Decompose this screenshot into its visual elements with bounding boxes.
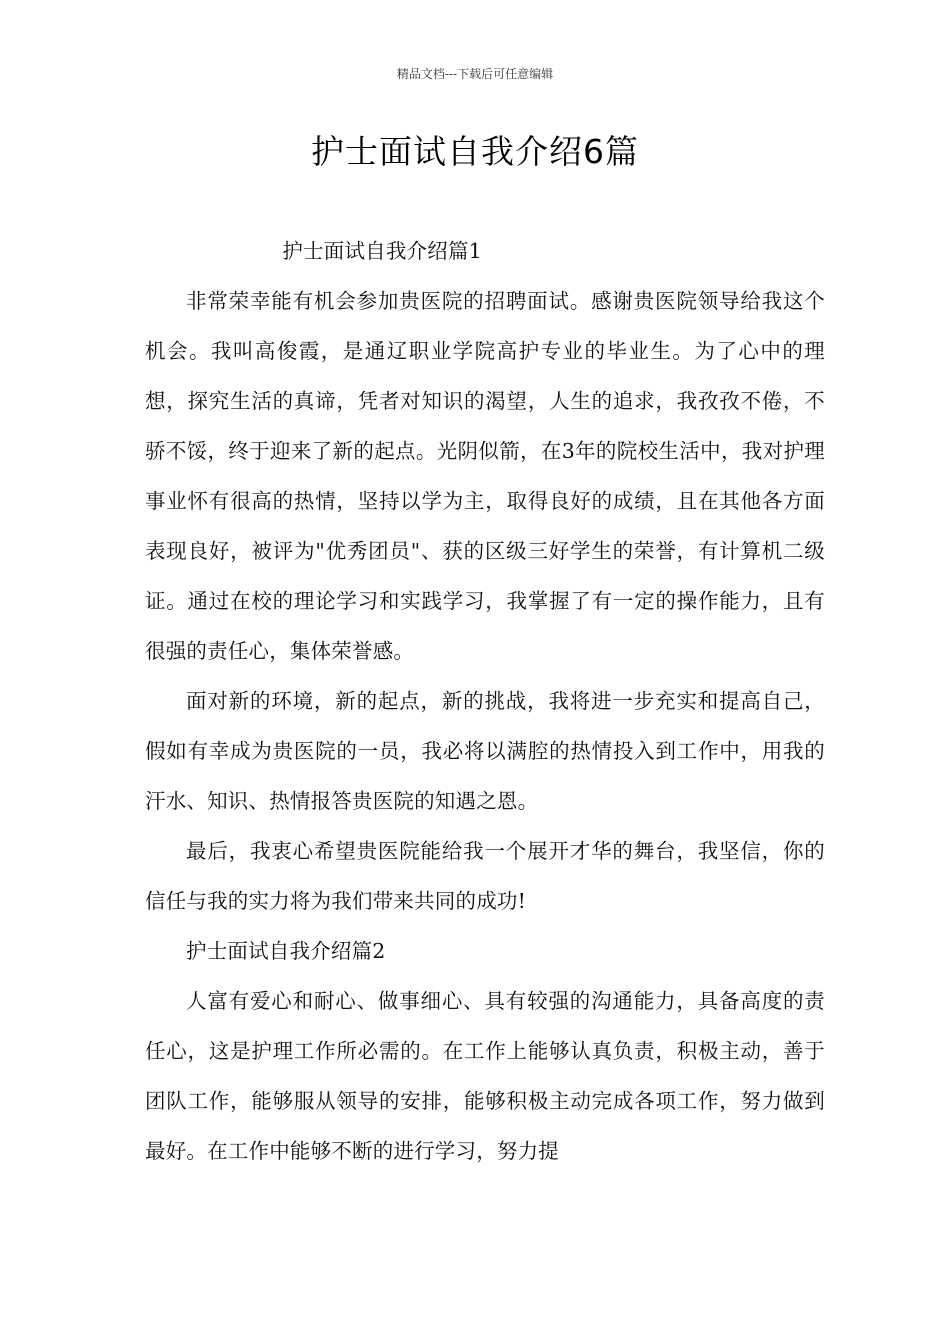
- paragraph: 非常荣幸能有机会参加贵医院的招聘面试。感谢贵医院领导给我这个机会。我叫高俊霞，是通辽职业学院高护专业的毕业生。为了心中的理想，探究生活的真谛，凭者对知识的渴望，人生的追求，我孜孜不倦，不骄不馁，终于迎来了新的起点。光阴似箭，在3年的院校生活中，我对护理事业怀有很高的热情，坚持以学为主，取得良好的成绩，且在其他各方面表现良好，被评为"优秀团员"、获的区级三好学生的荣誉，有计算机二级证。通过在校的理论学习和实践学习，我掌握了有一定的操作能力，且有很强的责任心，集体荣誉感。: [145, 289, 825, 663]
- header-note: 精品文档---下载后可任意编辑: [396, 67, 554, 81]
- section-heading: 护士面试自我介绍篇2: [186, 939, 386, 963]
- paragraph: 面对新的环境，新的起点，新的挑战，我将进一步充实和提高自己，假如有幸成为贵医院的一员，我必将以满腔的热情投入到工作中，用我的汗水、知识、热情报答贵医院的知遇之恩。: [145, 689, 825, 813]
- document-body: [145, 226, 825, 1176]
- paragraph: 最后，我衷心希望贵医院能给我一个展开才华的舞台，我坚信，你的信任与我的实力将为我们带来共同的成功!: [145, 839, 825, 913]
- section-heading: 护士面试自我介绍篇1: [282, 239, 482, 263]
- document-title: 护士面试自我介绍6篇: [311, 132, 639, 171]
- paragraph: 人富有爱心和耐心、做事细心、具有较强的沟通能力，具备高度的责任心，这是护理工作所必需的。在工作上能够认真负责，积极主动，善于团队工作，能够服从领导的安排，能够积极主动完成各项工作，努力做到最好。在工作中能够不断的进行学习，努力提: [145, 989, 825, 1163]
